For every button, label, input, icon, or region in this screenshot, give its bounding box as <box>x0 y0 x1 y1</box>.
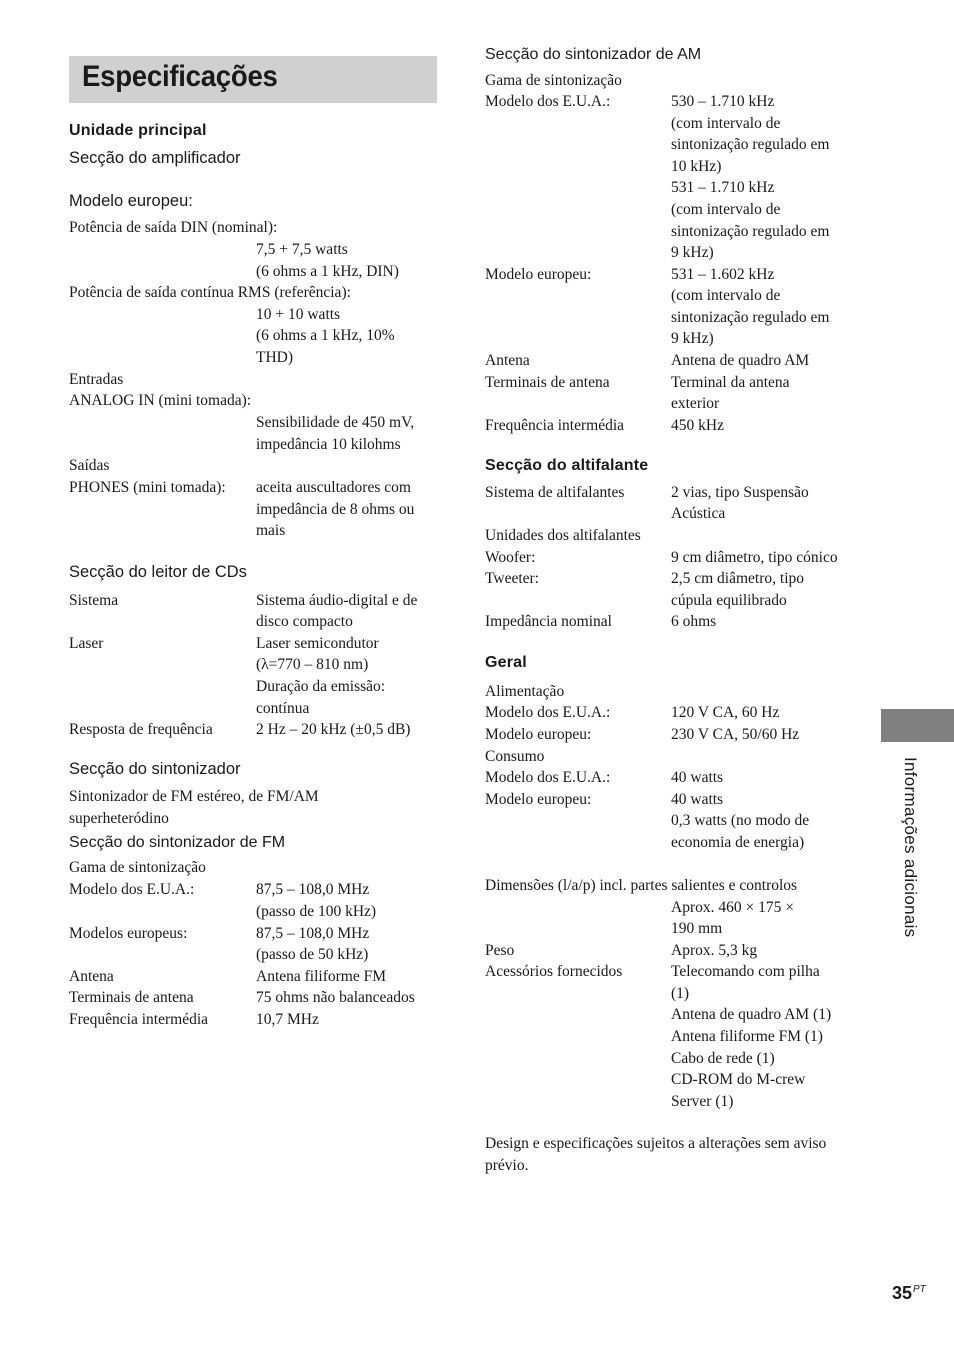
heading-cd-section: Secção do leitor de CDs <box>69 563 247 581</box>
spec-value: 450 kHz <box>671 417 724 434</box>
spec-value: Server (1) <box>671 1093 734 1110</box>
spec-text: Sintonizador de FM estéreo, de FM/AM <box>69 788 319 805</box>
spec-value: Antena de quadro AM <box>671 352 810 369</box>
spec-label: Terminais de antena <box>485 374 610 391</box>
spec-value: CD-ROM do M-crew <box>671 1071 806 1088</box>
title-banner <box>69 56 437 103</box>
spec-value: Antena de quadro AM (1) <box>671 1006 832 1023</box>
spec-value: contínua <box>256 700 310 717</box>
spec-value: economia de energia) <box>671 834 805 851</box>
heading-tuner-section: Secção do sintonizador <box>69 760 241 778</box>
spec-label: Frequência intermédia <box>485 417 625 434</box>
spec-value: 9 cm diâmetro, tipo cónico <box>671 549 838 566</box>
spec-label: Acessórios fornecidos <box>485 963 623 980</box>
spec-value: 10 + 10 watts <box>256 306 341 323</box>
spec-label: Laser <box>69 635 104 652</box>
page-number: 35 <box>892 1283 913 1303</box>
spec-label: Modelo europeu: <box>485 266 592 283</box>
spec-value: (com intervalo de <box>671 287 781 304</box>
spec-value: Aprox. 5,3 kg <box>671 942 758 959</box>
spec-value: 9 kHz) <box>671 244 714 261</box>
spec-value: (passo de 100 kHz) <box>256 903 377 920</box>
spec-value: 9 kHz) <box>671 330 714 347</box>
spec-value: 530 – 1.710 kHz <box>671 93 775 110</box>
spec-value: disco compacto <box>256 613 353 630</box>
spec-value: 190 mm <box>671 920 723 937</box>
spec-value: 40 watts <box>671 791 724 808</box>
spec-text: superheteródino <box>69 810 169 827</box>
spec-value: mais <box>256 522 286 539</box>
spec-label: Tweeter: <box>485 570 539 587</box>
spec-value: (passo de 50 kHz) <box>256 946 369 963</box>
spec-label: Sistema <box>69 592 119 609</box>
spec-value: 75 ohms não balanceados <box>256 989 415 1006</box>
heading-speaker-section: Secção do altifalante <box>485 457 649 474</box>
spec-value: 2 Hz – 20 kHz (±0,5 dB) <box>256 721 411 738</box>
spec-value: Cabo de rede (1) <box>671 1050 775 1067</box>
spec-label: Entradas <box>69 371 124 388</box>
spec-label: Dimensões (l/a/p) incl. partes salientes e controlos <box>485 877 798 894</box>
spec-value: 87,5 – 108,0 MHz <box>256 881 370 898</box>
spec-label: Antena <box>69 968 114 985</box>
spec-label: PHONES (mini tomada): <box>69 479 226 496</box>
spec-value: sintonização regulado em <box>671 309 830 326</box>
spec-value: 7,5 + 7,5 watts <box>256 241 348 258</box>
side-tab-marker <box>881 709 954 742</box>
spec-label: Terminais de antena <box>69 989 194 1006</box>
spec-value: Sistema áudio-digital e de <box>256 592 418 609</box>
spec-value: sintonização regulado em <box>671 223 830 240</box>
spec-value: Telecomando com pilha <box>671 963 820 980</box>
spec-value: 6 ohms <box>671 613 717 630</box>
spec-value: 87,5 – 108,0 MHz <box>256 925 370 942</box>
heading-general-section: Geral <box>485 654 527 671</box>
spec-value: Sensibilidade de 450 mV, <box>256 414 415 431</box>
footer-note: Design e especificações sujeitos a alterações sem aviso <box>485 1135 827 1152</box>
page-title: Especificações <box>82 60 278 93</box>
spec-label: Modelo dos E.U.A.: <box>485 93 611 110</box>
side-tab-label: Informações adicionais <box>901 757 920 938</box>
heading-fm-section: Secção do sintonizador de FM <box>69 834 286 851</box>
spec-value: 10,7 MHz <box>256 1011 319 1028</box>
spec-value: 531 – 1.602 kHz <box>671 266 775 283</box>
spec-value: Acústica <box>671 505 726 522</box>
spec-label: Modelo dos E.U.A.: <box>485 769 611 786</box>
spec-label: Alimentação <box>485 683 565 700</box>
spec-label: Modelo dos E.U.A.: <box>485 704 611 721</box>
spec-label: Peso <box>485 942 515 959</box>
spec-value: Terminal da antena <box>671 374 790 391</box>
spec-value: 120 V CA, 60 Hz <box>671 704 780 721</box>
spec-label: Gama de sintonização <box>485 72 622 89</box>
spec-label: Saídas <box>69 457 110 474</box>
spec-label: Modelo europeu: <box>485 791 592 808</box>
spec-value: 2,5 cm diâmetro, tipo <box>671 570 805 587</box>
spec-value: impedância 10 kilohms <box>256 436 401 453</box>
spec-label: Gama de sintonização <box>69 859 206 876</box>
spec-value: 10 kHz) <box>671 158 722 175</box>
spec-value: (6 ohms a 1 kHz, DIN) <box>256 263 399 280</box>
spec-value: Aprox. 460 × 175 × <box>671 899 794 916</box>
spec-value: impedância de 8 ohms ou <box>256 501 415 518</box>
spec-value: 2 vias, tipo Suspensão <box>671 484 809 501</box>
spec-label: Modelo dos E.U.A.: <box>69 881 195 898</box>
spec-label: Potência de saída contínua RMS (referência): <box>69 284 351 301</box>
spec-label: Modelo europeu: <box>485 726 592 743</box>
spec-value: (λ=770 – 810 nm) <box>256 656 369 673</box>
spec-value: (6 ohms a 1 kHz, 10% <box>256 327 395 344</box>
spec-label: Woofer: <box>485 549 536 566</box>
spec-label: Unidades dos altifalantes <box>485 527 641 544</box>
spec-label: Antena <box>485 352 530 369</box>
spec-value: 230 V CA, 50/60 Hz <box>671 726 800 743</box>
spec-label: Modelos europeus: <box>69 925 188 942</box>
spec-value: (com intervalo de <box>671 115 781 132</box>
heading-am-section: Secção do sintonizador de AM <box>485 46 702 63</box>
spec-value: 531 – 1.710 kHz <box>671 179 775 196</box>
spec-value: Antena filiforme FM (1) <box>671 1028 823 1045</box>
spec-label: Potência de saída DIN (nominal): <box>69 219 278 236</box>
heading-main-unit: Unidade principal <box>69 122 207 139</box>
spec-label: Frequência intermédia <box>69 1011 209 1028</box>
spec-label: Impedância nominal <box>485 613 612 630</box>
heading-eu-model: Modelo europeu: <box>69 192 193 210</box>
spec-value: cúpula equilibrado <box>671 592 787 609</box>
spec-value: sintonização regulado em <box>671 136 830 153</box>
spec-value: 40 watts <box>671 769 724 786</box>
spec-value: exterior <box>671 395 720 412</box>
spec-value: Laser semicondutor <box>256 635 379 652</box>
heading-amp-section: Secção do amplificador <box>69 149 241 167</box>
page-language-suffix: PT <box>913 1284 926 1295</box>
spec-value: Antena filiforme FM <box>256 968 387 985</box>
spec-label: Sistema de altifalantes <box>485 484 625 501</box>
spec-value: THD) <box>256 349 294 366</box>
footer-note: prévio. <box>485 1157 529 1174</box>
spec-value: (1) <box>671 985 690 1002</box>
spec-label: Consumo <box>485 748 545 765</box>
spec-label: Resposta de frequência <box>69 721 213 738</box>
spec-value: Duração da emissão: <box>256 678 386 695</box>
spec-value: (com intervalo de <box>671 201 781 218</box>
spec-value: 0,3 watts (no modo de <box>671 812 810 829</box>
spec-label: ANALOG IN (mini tomada): <box>69 392 252 409</box>
spec-value: aceita auscultadores com <box>256 479 411 496</box>
